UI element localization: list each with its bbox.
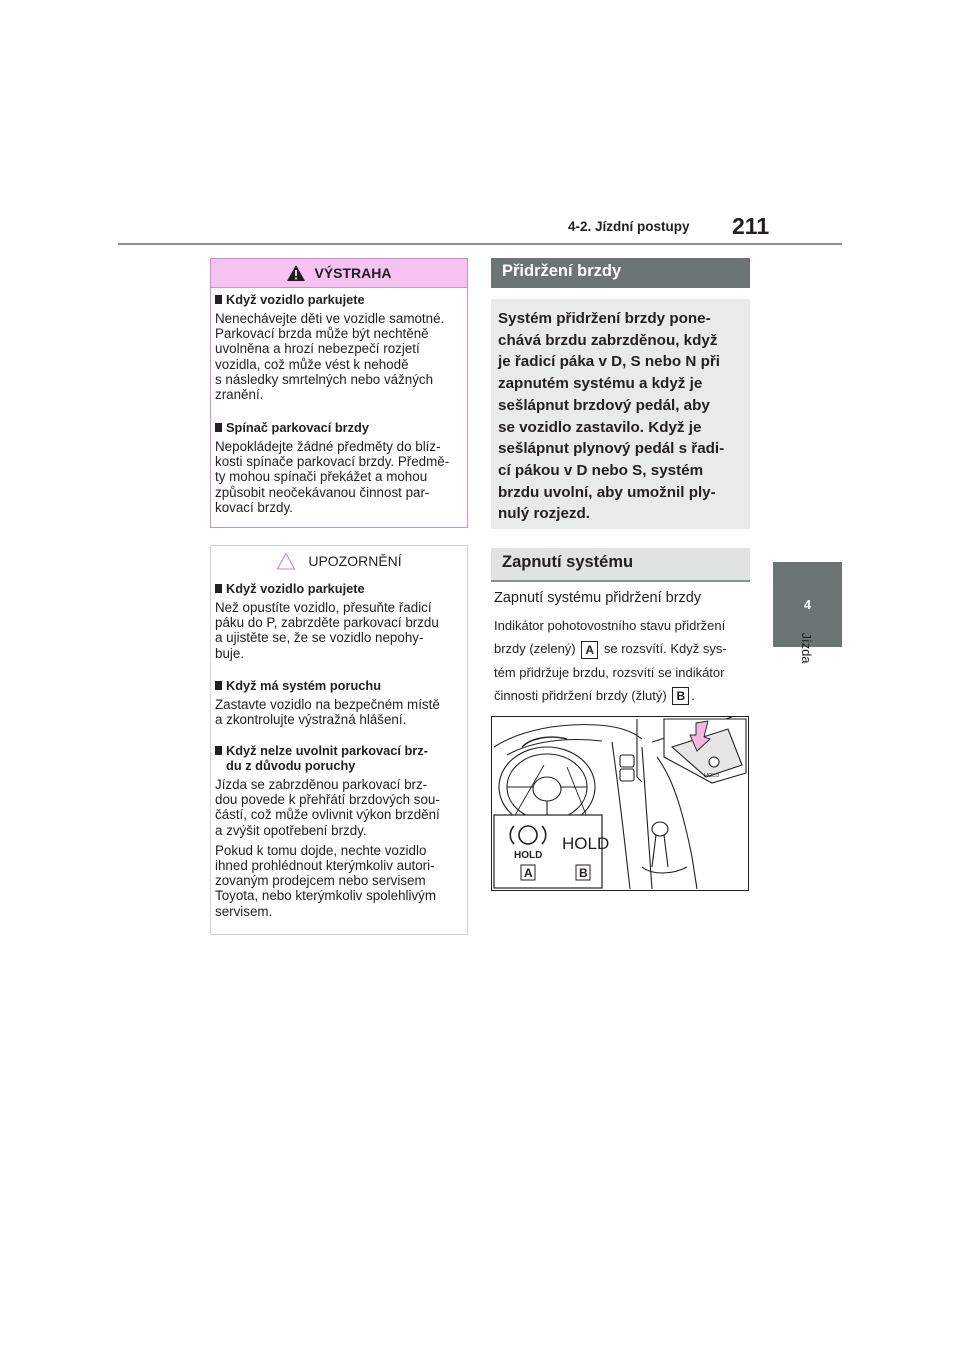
caution-heading-3: Když nelze uvolnit parkovací brz- du z důvodu poruchy <box>215 743 428 773</box>
caution-title: UPOZORNĚNÍ <box>308 553 402 569</box>
caution-text-2: Zastavte vozidlo na bezpečném místě a zkontrolujte výstražná hlášení. <box>215 697 440 728</box>
header-rule <box>118 243 842 245</box>
brake-hold-illustration <box>491 716 749 891</box>
step-description: Indikátor pohotovostního stavu přidržení brzdy (zelený) A se rozsvítí. Když sys- tém přidržuje brzdu, rozsvítí se indikátor činnosti přidržení brzdy (žlutý) B . <box>494 618 727 704</box>
caution-heading-2: Když má systém poruchu <box>215 678 381 693</box>
step-title: Zapnutí systému přidržení brzdy <box>494 590 702 606</box>
warning-text-1: Nenechávejte děti ve vozidle samotné. Parkovací brzda může být nechtěně uvolněna a hrozí nebezpečí rozjetí vozidla, což může vést k nehodě s následky smrtelných nebo vážných zranění. <box>215 311 445 403</box>
caution-heading-1: Když vozidlo parkujete <box>215 581 365 596</box>
caution-text-3: Jízda se zabrzděnou parkovací brz- dou povede k přehřátí brzdových sou- částí, což může ovlivnit výkon brzdění a zvýšit opotřebení brzdy. Pokud k tomu dojde, nechte vozidlo ihned prohlédnout kterýmkoliv autori- zovaným prodejcem nebo servisem Toyota, nebo kterýmkoliv spolehlivým servisem. <box>215 777 440 919</box>
caution-text-1: Než opustíte vozidlo, přesuňte řadicí páku do P, zabrzděte parkovací brzdu a ujistěte se, že se vozidlo nepohy- buje. <box>215 600 439 661</box>
warning-heading-1: Když vozidlo parkujete <box>215 292 365 307</box>
badge-a: A <box>581 641 598 659</box>
dashboard-illustration <box>492 717 748 890</box>
section-title-brake-hold: Přidržení brzdy <box>491 258 750 288</box>
chapter-label: Jízda <box>799 632 815 664</box>
indicator-a-text: HOLD <box>514 850 543 861</box>
page-number: 211 <box>732 213 770 239</box>
section-header: 4-2. Jízdní postupy <box>568 219 690 234</box>
caution-triangle-icon <box>276 552 296 570</box>
warning-heading-2: Spínač parkovací brzdy <box>215 420 369 435</box>
intro-text: Systém přidržení brzdy pone- chává brzdu zabrzděnou, když je řadicí páka v D, S nebo N při zapnutém systému a když je sešlápnut brzdový pedál, aby se vozidlo zastavilo. Když je sešlápnut plynový pedál s řadi- cí pákou v D nebo S, systém brzdu uvolní, aby umožnil ply- nulý rozjezd. <box>498 310 725 523</box>
bullet-square-icon <box>215 746 222 755</box>
figure-label-a: A <box>524 866 533 880</box>
indicator-b-text: HOLD <box>562 834 610 853</box>
warning-title: VÝSTRAHA <box>314 265 392 281</box>
badge-b: B <box>672 687 689 705</box>
caution-header <box>211 546 467 576</box>
chapter-number: 4 <box>803 597 812 612</box>
switch-hold-label: HOLD <box>704 773 720 779</box>
warning-header <box>211 259 467 288</box>
warning-text-2: Nepokládejte žádné předměty do blíz- kosti spínače parkovací brzdy. Předmě- ty mohou spínači překážet a mohou způsobit neočekávanou činnost par- kovací brzdy. <box>215 439 450 515</box>
bullet-square-icon <box>215 295 222 304</box>
figure-label-b: B <box>579 866 588 880</box>
section-title-enable-system: Zapnutí systému <box>491 548 750 580</box>
warning-triangle-icon <box>286 264 306 282</box>
bullet-square-icon <box>215 584 222 593</box>
bullet-square-icon <box>215 423 222 432</box>
section-rule <box>491 580 750 582</box>
bullet-square-icon <box>215 681 222 690</box>
